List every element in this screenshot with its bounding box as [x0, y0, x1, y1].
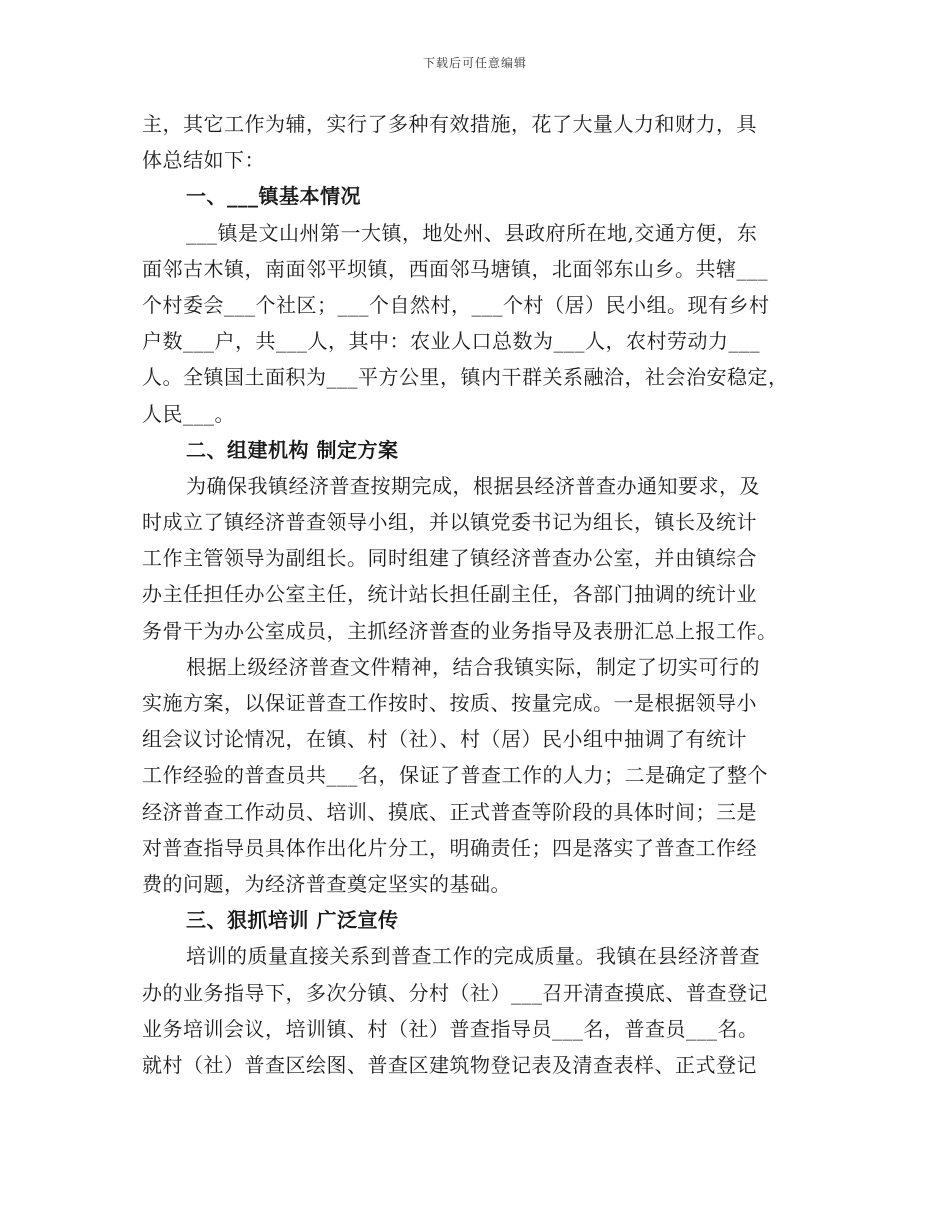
text-line: 务骨干为办公室成员，主抓经济普查的业务指导及表册汇总上报工作。	[142, 618, 778, 643]
text-line: 为确保我镇经济普查按期完成，根据县经济普查办通知要求，及	[186, 473, 760, 498]
text-line: 就村（社）普查区绘图、普查区建筑物登记表及清查表样、正式登记	[142, 1052, 757, 1077]
text-line: 人。全镇国土面积为___平方公里，镇内干群关系融洽，社会治安稳定，	[142, 365, 789, 390]
paragraph	[142, 649, 822, 902]
text-line: 主，其它工作为辅，实行了多种有效措施，花了大量人力和财力，具	[142, 112, 757, 136]
text-line: 时成立了镇经济普查领导小组，并以镇党委书记为组长，镇长及统计	[142, 510, 757, 535]
text-line: 根据上级经济普查文件精神，结合我镇实际，制定了切实可行的	[186, 654, 760, 679]
text-line: 培训的质量直接关系到普查工作的完成质量。我镇在县经济普查	[186, 944, 760, 969]
text-line: 办主任担任办公室主任，统计站长担任副主任，各部门抽调的统计业	[142, 582, 757, 607]
text-line: 对普查指导员具体作出化片分工，明确责任；四是落实了普查工作经	[142, 835, 757, 860]
text-line: 户数___户，共___人，其中：农业人口总数为___人，农村劳动力___	[142, 329, 760, 354]
text-line: 体总结如下：	[142, 148, 265, 173]
text-line: 人民___。	[142, 401, 235, 426]
text-line: 业务培训会议，培训镇、村（社）普查指导员___名，普查员___名。	[142, 1016, 759, 1041]
text-line: 个村委会___个社区；___个自然村，___个村（居）民小组。现有乡村	[142, 292, 770, 317]
section-heading: 三、狠抓培训 广泛宣传	[186, 908, 399, 933]
text-line: 费的问题，为经济普查奠定坚实的基础。	[142, 871, 511, 896]
text-line: ___镇是文山州第一大镇，地处州、县政府所在地,交通方便，东	[186, 220, 758, 245]
section-heading: 一、___镇基本情况	[186, 184, 361, 209]
text-line: 面邻古木镇，南面邻平坝镇，西面邻马塘镇，北面邻东山乡。共辖___	[142, 256, 768, 281]
section-heading: 二、组建机构 制定方案	[186, 437, 399, 462]
paragraph	[142, 468, 822, 649]
text-line: 办的业务指导下，多次分镇、分村（社）___召开清查摸底、普查登记	[142, 980, 768, 1005]
text-line: 组会议讨论情况，在镇、村（社）、村（居）民小组中抽调了有统计	[142, 727, 747, 752]
text-line: 经济普查工作动员、培训、摸底、正式普查等阶段的具体时间；三是	[142, 799, 757, 824]
paragraph	[142, 938, 822, 1083]
page-header: 下载后可任意编辑	[422, 56, 527, 70]
text-line: 工作主管领导为副组长。同时组建了镇经济普查办公室，并由镇综合	[142, 546, 757, 571]
paragraph	[142, 106, 822, 178]
document-body	[142, 106, 822, 1083]
text-line: 实施方案，以保证普查工作按时、按质、按量完成。一是根据领导小	[142, 691, 757, 715]
text-line: 工作经验的普查员共___名，保证了普查工作的人力；二是确定了整个	[142, 763, 768, 788]
paragraph	[142, 215, 822, 432]
